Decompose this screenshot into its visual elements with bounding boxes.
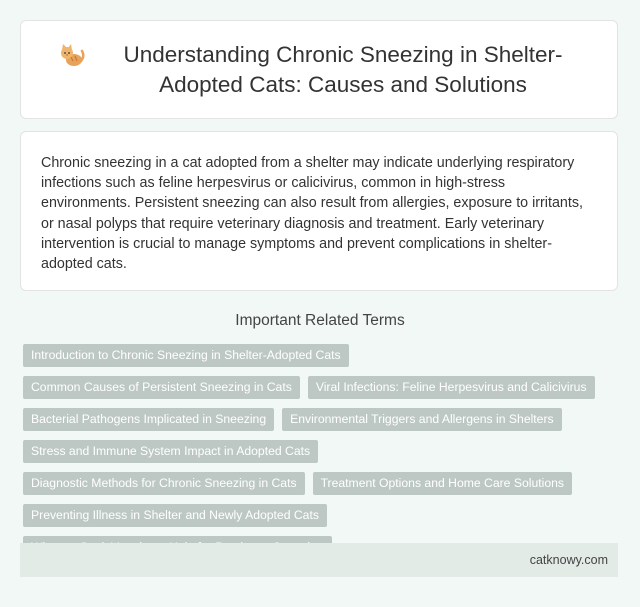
term-chip[interactable]: Common Causes of Persistent Sneezing in Cats bbox=[23, 376, 300, 399]
term-chip[interactable]: Treatment Options and Home Care Solutions bbox=[313, 472, 572, 495]
intro-paragraph: Chronic sneezing in a cat adopted from a shelter may indicate underlying respiratory infections such as feline herpesvirus or calicivirus, common in high-stress environments. Persistent sneezing can also result from allergies, exposure to irritants, or nasal polyps that require veterinary diagnosis and treatment. Early veterinary intervention is crucial to manage symptoms and prevent complications in shelter-adopted cats. bbox=[41, 155, 583, 273]
term-chip[interactable]: Stress and Immune System Impact in Adopted Cats bbox=[23, 440, 318, 463]
intro-card bbox=[20, 131, 618, 291]
cat-icon bbox=[59, 42, 85, 68]
page-title: Understanding Chronic Sneezing in Shelter-Adopted Cats: Causes and Solutions bbox=[123, 41, 563, 97]
title-card bbox=[20, 20, 618, 119]
term-chip[interactable]: Environmental Triggers and Allergens in Shelters bbox=[282, 408, 562, 431]
term-chip[interactable]: Introduction to Chronic Sneezing in Shelter-Adopted Cats bbox=[23, 344, 349, 367]
footer-bar bbox=[20, 543, 618, 577]
title-wrap bbox=[59, 40, 579, 100]
term-chip[interactable]: Bacterial Pathogens Implicated in Sneezing bbox=[23, 408, 274, 431]
footer-site-name[interactable]: catknowy.com bbox=[529, 553, 608, 567]
term-chip[interactable]: Preventing Illness in Shelter and Newly Adopted Cats bbox=[23, 504, 327, 527]
related-terms-list bbox=[23, 344, 603, 559]
term-chip[interactable]: Diagnostic Methods for Chronic Sneezing in Cats bbox=[23, 472, 305, 495]
term-chip[interactable]: Viral Infections: Feline Herpesvirus and Calicivirus bbox=[308, 376, 595, 399]
related-terms-heading: Important Related Terms bbox=[235, 312, 405, 329]
